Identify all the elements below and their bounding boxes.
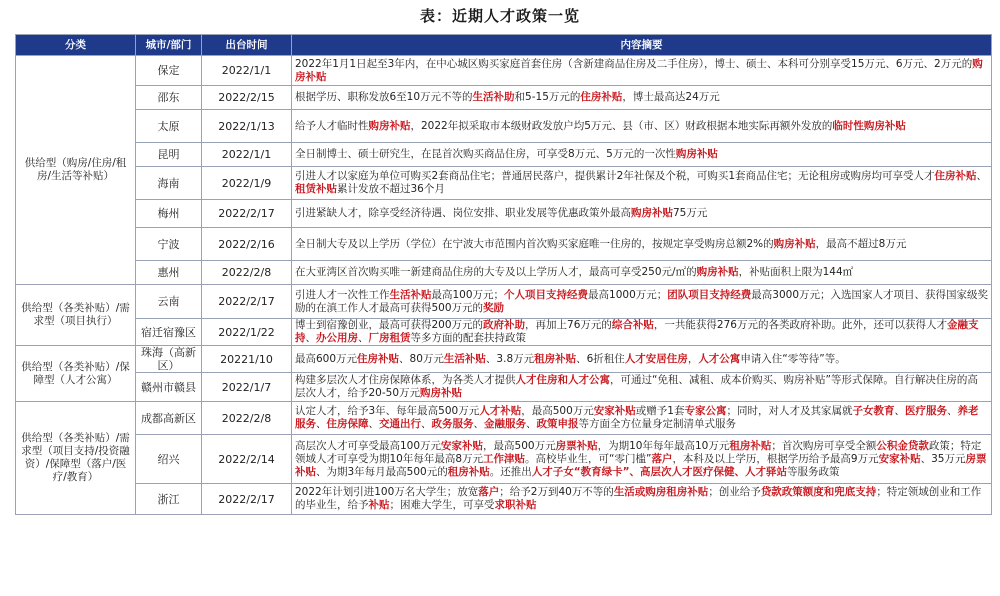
date-cell: 2022/2/17 — [202, 200, 292, 228]
content-text: 高层次人才可享受最高100万元 — [295, 439, 442, 452]
content-text: 和5-15万元的 — [514, 91, 581, 103]
highlight-text: 人才补贴 — [479, 405, 522, 417]
content-text: ，补贴面积上限为144㎡ — [738, 266, 854, 278]
table-row — [16, 110, 992, 143]
content-text: 、6折租住 — [576, 352, 625, 365]
content-text: 、 — [526, 418, 537, 430]
content-text: 等多方面的配套扶持政策 — [410, 332, 526, 344]
content-text: 、35万元 — [920, 452, 966, 465]
city-cell: 成都高新区 — [136, 402, 202, 435]
highlight-text: 购房补贴 — [295, 57, 983, 83]
city-cell: 浙江 — [136, 484, 202, 515]
content-text: 、 — [894, 405, 905, 417]
highlight-text: 购房补贴 — [675, 148, 718, 160]
highlight-text: 交通出行 — [379, 418, 421, 430]
content-cell — [292, 373, 992, 402]
city-cell: 珠海（高新区） — [136, 346, 202, 373]
city-cell: 绍兴 — [136, 435, 202, 484]
table-row — [16, 484, 992, 515]
highlight-text: 落户 — [478, 486, 500, 498]
city-cell: 昆明 — [136, 143, 202, 167]
header-category: 分类 — [16, 35, 136, 56]
content-text: ，最高不超过8万元 — [815, 237, 907, 250]
table-row — [16, 319, 992, 346]
category-cell: 供给型（各类补贴）/保障型（人才公寓） — [16, 346, 136, 402]
city-cell: 赣州市赣县 — [136, 373, 202, 402]
date-cell: 20221/10 — [202, 346, 292, 373]
date-cell: 2022/2/14 — [202, 435, 292, 484]
date-cell: 2022/1/1 — [202, 143, 292, 167]
table-row — [16, 261, 992, 285]
table-row — [16, 285, 992, 319]
highlight-text: 子女教育 — [852, 405, 895, 417]
date-cell: 2022/2/8 — [202, 402, 292, 435]
content-text: ；首次购房可享受全额 — [771, 439, 877, 452]
highlight-text: 租房补贴 — [447, 465, 490, 478]
content-text: 、 — [976, 170, 988, 182]
highlight-text: 购房补贴 — [420, 387, 463, 399]
city-cell: 太原 — [136, 110, 202, 143]
category-cell: 供给型（购房/住房/租房/生活等补贴） — [16, 56, 136, 285]
highlight-text: 政务服务 — [431, 418, 474, 430]
highlight-text: 安家补贴 — [441, 439, 484, 452]
content-text: 、3.8万元 — [485, 352, 535, 365]
content-text: 等服务政策 — [787, 465, 840, 478]
table-row — [16, 167, 992, 200]
city-cell: 云南 — [136, 285, 202, 319]
content-text: 申请入住“零等待”等。 — [740, 352, 846, 365]
content-text: ，再加上76万元的 — [525, 319, 612, 331]
content-text: 、 — [473, 418, 484, 430]
highlight-text: 团队项目支持经费 — [667, 288, 752, 301]
highlight-text: 养老服务 — [295, 405, 979, 430]
content-text: 全日制大专及以上学历（学位）在宁波大市范围内首次购买家庭唯一住房的，按规定享受购房总额2%的 — [295, 237, 774, 250]
category-cell: 供给型（各类补贴）/需求型（项目执行） — [16, 285, 136, 346]
date-cell: 2022/1/7 — [202, 373, 292, 402]
content-text: 、 — [305, 332, 316, 344]
city-cell: 宿迁宿豫区 — [136, 319, 202, 346]
content-text: ；困难大学生，可享受 — [389, 499, 495, 511]
highlight-text: 购房补贴 — [631, 207, 673, 219]
content-cell — [292, 143, 992, 167]
table-row — [16, 435, 992, 484]
highlight-text: 房票补贴 — [555, 439, 598, 452]
content-text: 根据学历、职称发放6至10万元不等的 — [295, 91, 473, 103]
content-text: ， — [687, 352, 699, 365]
content-cell — [292, 110, 992, 143]
content-text: ，可通过“免租、减租、成本价购买、购房补贴”等形式保障。自行解决住房的高层次人才，给予20-50万元 — [295, 374, 978, 399]
header-date: 出台时间 — [202, 35, 292, 56]
highlight-text: 厂房租赁 — [368, 332, 411, 344]
highlight-text: 奖励 — [483, 301, 505, 314]
city-cell: 梅州 — [136, 200, 202, 228]
content-text: 、80万元 — [399, 352, 444, 365]
highlight-text: 政府补助 — [483, 319, 526, 331]
date-cell: 2022/1/1 — [202, 56, 292, 86]
highlight-text: 租房补贴 — [534, 352, 577, 365]
content-text: 累计发放不超过36个月 — [337, 183, 445, 195]
content-text: ，博士最高达24万元 — [622, 91, 720, 103]
table-row — [16, 228, 992, 261]
highlight-text: 金融服务 — [484, 418, 526, 430]
content-cell — [292, 56, 992, 86]
content-text: ；给予2万到40万不等的 — [499, 486, 614, 498]
header-content: 内容摘要 — [292, 35, 992, 56]
city-cell: 保定 — [136, 56, 202, 86]
highlight-text: 购房补贴 — [696, 266, 739, 278]
content-cell — [292, 402, 992, 435]
content-text: ，一共能获得276万元的各类政府补助。此外，还可以获得人才 — [653, 319, 947, 331]
highlight-text: 贷款政策额度和兜底支持 — [760, 486, 877, 498]
highlight-text: 租房补贴 — [729, 439, 772, 452]
highlight-text: 生活补助 — [472, 91, 515, 103]
content-text: 2022年1月1日起至3年内，在中心城区购买家庭首套住房（含新建商品住房及二手住房），博士、硕士、本科可分别享受15万元、6万元、2万元的 — [295, 57, 973, 70]
table-row — [16, 56, 992, 86]
highlight-text: 购房补贴 — [773, 237, 816, 250]
highlight-text: 求职补贴 — [494, 499, 537, 511]
content-text: 认定人才，给予3年、每年最高500万元 — [295, 405, 480, 417]
content-text: 。还推出 — [489, 465, 532, 478]
content-text: 最高3000万元；入选国家人才项目、获得国家级奖励的在滇工作人才最高可获得500万元的 — [295, 288, 989, 314]
highlight-text: 生活补贴 — [443, 352, 486, 365]
content-text: ，最高500万元 — [483, 439, 556, 452]
table-row — [16, 86, 992, 110]
header-row — [16, 35, 992, 56]
policy-table — [15, 34, 992, 515]
content-text: 75万元 — [673, 207, 708, 219]
content-text: 、 — [368, 418, 379, 430]
date-cell: 2022/2/16 — [202, 228, 292, 261]
highlight-text: 政策申报 — [536, 418, 579, 430]
content-text: 全日制博士、硕士研究生，在昆首次购买商品住房，可享受8万元、5万元的一次性 — [295, 148, 676, 160]
content-text: 博士到宿豫创业，最高可获得200万元的 — [295, 319, 484, 331]
highlight-text: 金融支持 — [295, 319, 979, 344]
content-text: 、为期3年每月最高500元的 — [316, 465, 448, 478]
content-text: 构建多层次人才住房保障体系，为各类人才提供 — [295, 374, 516, 386]
content-text: ；创业给予 — [708, 486, 761, 498]
content-text: 引进人才一次性工作 — [295, 288, 390, 301]
date-cell: 2022/2/15 — [202, 86, 292, 110]
city-cell: 海南 — [136, 167, 202, 200]
content-text: ，为期10年每年最高10万元 — [597, 439, 730, 452]
content-text: 最高100万元； — [431, 288, 505, 301]
content-text: 。高校毕业生，可“零门槛” — [525, 452, 652, 465]
highlight-text: 住房补贴 — [580, 91, 623, 103]
highlight-text: 办公用房 — [316, 332, 358, 344]
date-cell: 2022/1/13 — [202, 110, 292, 143]
content-cell — [292, 86, 992, 110]
content-text: 在大亚湾区首次购买唯一新建商品住房的大专及以上学历人才，最高可享受250元/㎡的 — [295, 266, 697, 278]
content-text: 引进紧缺人才，除享受经济待遇、岗位安排、职业发展等优惠政策外最高 — [295, 207, 631, 219]
content-text: 、 — [946, 405, 958, 417]
highlight-text: 补贴 — [368, 499, 390, 511]
content-cell — [292, 228, 992, 261]
date-cell: 2022/2/17 — [202, 484, 292, 515]
content-cell — [292, 200, 992, 228]
table-row — [16, 402, 992, 435]
highlight-text: 个人项目支持经费 — [504, 288, 589, 301]
date-cell: 2022/2/17 — [202, 285, 292, 319]
highlight-text: 人才安居住房 — [624, 352, 688, 365]
content-text: 给予人才临时性 — [295, 119, 369, 132]
content-cell — [292, 484, 992, 515]
content-text: ，最高500万元 — [521, 405, 594, 417]
city-cell: 惠州 — [136, 261, 202, 285]
highlight-text: 生活补贴 — [389, 288, 432, 301]
highlight-text: 临时性购房补贴 — [832, 119, 906, 132]
date-cell: 2022/2/8 — [202, 261, 292, 285]
highlight-text: 人才住房和人才公寓 — [515, 374, 610, 386]
highlight-text: 医疗服务 — [904, 405, 947, 417]
content-text: 政策；特定领域人才可享受为期10年每年最高8万元 — [295, 439, 982, 465]
date-cell: 2022/1/22 — [202, 319, 292, 346]
header-city: 城市/部门 — [136, 35, 202, 56]
content-text: 最高1000万元； — [588, 288, 668, 301]
content-text: 、 — [316, 418, 327, 430]
highlight-text: 综合补贴 — [611, 319, 654, 331]
content-text: 2022年计划引进100万名大学生；放宽 — [295, 486, 479, 498]
highlight-text: 公积金贷款 — [876, 439, 929, 452]
content-text: ；同时，对人才及其家属就 — [726, 405, 853, 417]
highlight-text: 落户 — [651, 452, 673, 465]
highlight-text: 住房保障 — [326, 418, 369, 430]
content-cell — [292, 435, 992, 484]
content-text: 引进人才以家庭为单位可购买2套商品住宅；普通居民落户，提供累计2年社保及个税，可购买1套商品住宅；无论租房或购房均可享受人才 — [295, 170, 935, 182]
table-row — [16, 373, 992, 402]
table-row — [16, 143, 992, 167]
content-text: ，2022年拟采取市本级财政发放户均5万元、县（市、区）财政根据本地实际再额外发放的 — [410, 119, 833, 132]
table-row — [16, 200, 992, 228]
highlight-text: 生活或购房租房补贴 — [613, 486, 709, 498]
content-text: 最高600万元 — [295, 352, 358, 365]
city-cell: 邵东 — [136, 86, 202, 110]
category-cell: 供给型（各类补贴）/需求型（项目支持/投资融资）/保障型（落户/医疗/教育） — [16, 402, 136, 515]
content-text: 或赠予1套 — [635, 405, 685, 417]
highlight-text: 租赁补贴 — [295, 183, 337, 195]
highlight-text: 房票补贴 — [295, 452, 987, 478]
page-title: 表：近期人才政策一览 — [419, 7, 580, 25]
content-text: 、 — [358, 332, 369, 344]
content-cell — [292, 261, 992, 285]
highlight-text: 专家公寓 — [684, 405, 727, 417]
table-row — [16, 346, 992, 373]
content-cell — [292, 319, 992, 346]
content-cell — [292, 346, 992, 373]
highlight-text: 住房补贴 — [934, 170, 977, 182]
city-cell: 宁波 — [136, 228, 202, 261]
date-cell: 2022/1/9 — [202, 167, 292, 200]
highlight-text: 安家补贴 — [593, 405, 636, 417]
highlight-text: 购房补贴 — [368, 119, 411, 132]
content-text: ，本科及以上学历，根据学历给予最高9万元 — [672, 452, 879, 465]
highlight-text: 安家补贴 — [878, 452, 921, 465]
content-cell — [292, 167, 992, 200]
highlight-text: 人才子女“教育绿卡”、高层次人才医疗保健、人才驿站 — [531, 465, 788, 478]
highlight-text: 住房补贴 — [357, 352, 400, 365]
content-text: ；特定领域创业和工作的毕业生，给予 — [295, 486, 982, 511]
content-cell — [292, 285, 992, 319]
content-text: 等方面全方位量身定制清单式服务 — [578, 418, 736, 430]
highlight-text: 人才公寓 — [698, 352, 741, 365]
content-text: 、 — [421, 418, 432, 430]
highlight-text: 工作津贴 — [483, 452, 526, 465]
